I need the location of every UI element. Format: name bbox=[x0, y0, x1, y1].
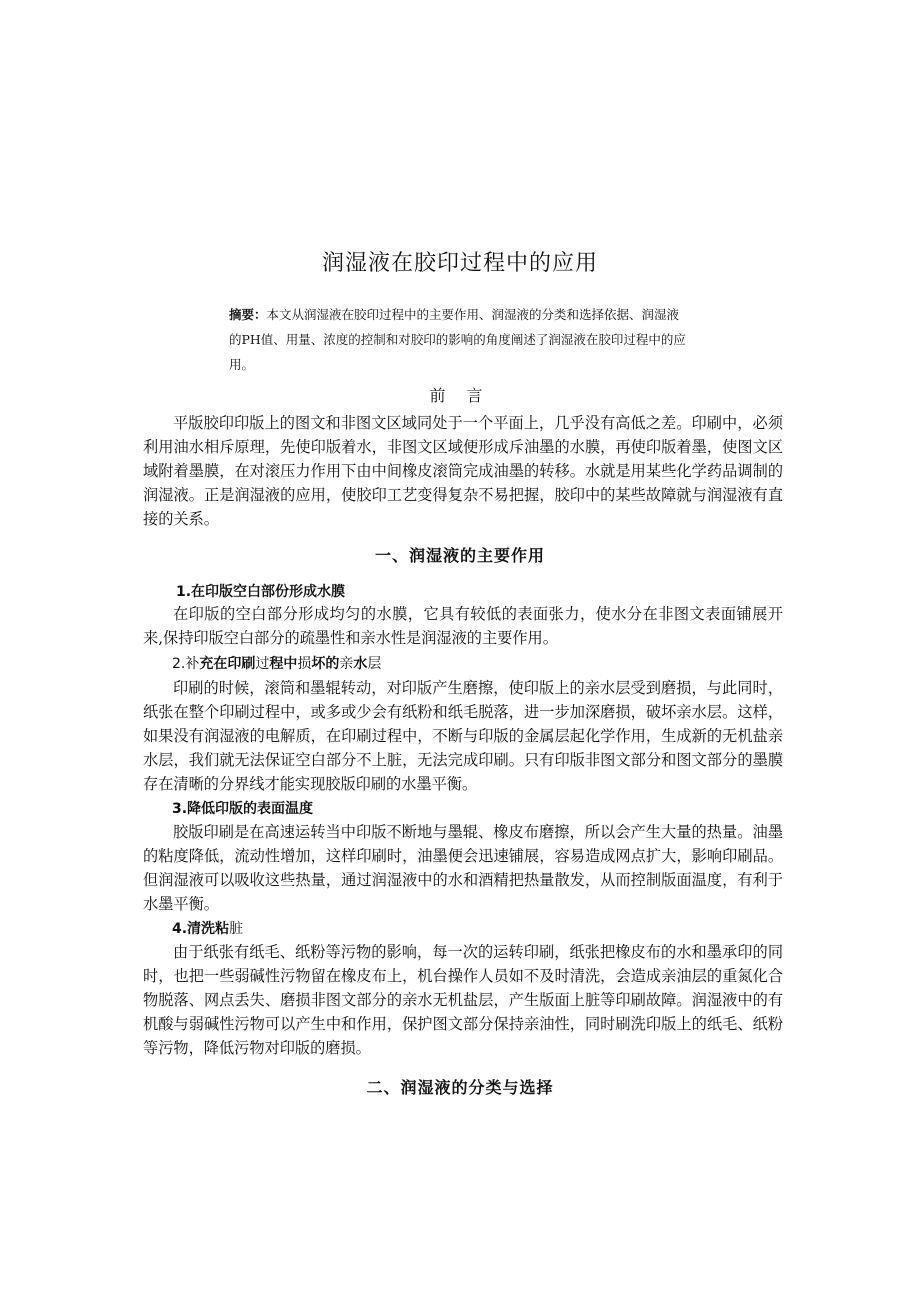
abstract-text: 本文从润湿液在胶印过程中的主要作用、润湿液的分类和选择依据、润湿液的PH值、用量、浓度的控制和对胶印的影响的角度阐述了润湿液在胶印过程中的应用。 bbox=[229, 307, 686, 372]
subheading-1: 1.在印版空白部份形成水膜 bbox=[176, 584, 346, 600]
subheading-4-part: 4.清洗粘 bbox=[172, 921, 230, 937]
paragraph-1: 在印版的空白部分形成均匀的水膜，它具有较低的表面张力，使水分在非图文表面铺展开来,保持印版空白部分的疏墨性和亲水性是润湿液的主要作用。 bbox=[143, 605, 783, 647]
preface-heading: 前 言 bbox=[429, 386, 491, 405]
subheading-4-part: 脏 bbox=[229, 921, 244, 937]
paragraph-4: 由于纸张有纸毛、纸粉等污物的影响，每一次的运转印刷，纸张把橡皮布的水和墨承印的同时，也把一些弱碱性污物留在橡皮布上，机台操作人员如不及时清洗，会造成亲油层的重氮化合物脱落、网点丢失、磨损非图文部分的亲水无机盐层，产生版面上脏等印刷故障。润湿液中的有机酸与弱碱性污物可以产生中和作用，保护图文部分保持亲油性，同时刷洗印版上的纸毛、纸粉等污物，降低污物对印版的磨损。 bbox=[143, 943, 783, 1057]
abstract bbox=[229, 302, 689, 377]
section1-heading: 一、润湿液的主要作用 bbox=[374, 546, 545, 565]
subheading-2-part: 亲 bbox=[339, 656, 354, 672]
subheading-2-part: 坏的 bbox=[311, 656, 340, 672]
abstract-label: 摘要： bbox=[229, 307, 267, 322]
subheading-3: 3.降低印版的表面温度 bbox=[172, 801, 314, 817]
document-title: 润湿液在胶印过程中的应用 bbox=[321, 251, 598, 276]
subheading-2-part: 水 bbox=[353, 656, 368, 672]
subheading-4 bbox=[172, 918, 243, 938]
subheading-2-part: 2.补 bbox=[172, 656, 200, 672]
subheading-2 bbox=[172, 653, 381, 673]
subheading-2-part: 程中 bbox=[269, 656, 298, 672]
paragraph-3: 胶版印刷是在高速运转当中印版不断地与墨辊、橡皮布磨擦，所以会产生大量的热量。油墨的粘度降低，流动性增加，这样印刷时，油墨便会迅速铺展，容易造成网点扩大，影响印刷品。但润湿液可以吸收这些热量，通过润湿液中的水和酒精把热量散发，从而控制版面温度，有利于水墨平衡。 bbox=[143, 823, 783, 913]
subheading-2-part: 损 bbox=[297, 656, 312, 672]
preface-paragraph: 平版胶印印版上的图文和非图文区域同处于一个平面上，几乎没有高低之差。印刷中，必须利用油水相斥原理，先使印版着水，非图文区域便形成斥油墨的水膜，再使印版着墨，使图文区域附着墨膜，在对滚压力作用下由中间橡皮滚筒完成油墨的转移。水就是用某些化学药品调制的润湿液。正是润湿液的应用，使胶印工艺变得复杂不易把握，胶印中的某些故障就与润湿液有直接的关系。 bbox=[143, 414, 783, 528]
paragraph-2: 印刷的时候，滚筒和墨辊转动，对印版产生磨擦，使印版上的亲水层受到磨损，与此同时，纸张在整个印刷过程中，或多或少会有纸粉和纸毛脱落，进一步加深磨损，破坏亲水层。这样，如果没有润湿液的电解质，在印刷过程中，不断与印版的金属层起化学作用，生成新的无机盐亲水层，我们就无法保证空白部分不上脏，无法完成印刷。只有印版非图文部分和图文部分的墨膜存在清晰的分界线才能实现胶版印刷的水墨平衡。 bbox=[143, 679, 783, 793]
subheading-2-part: 过 bbox=[255, 656, 270, 672]
subheading-2-part: 层 bbox=[367, 656, 382, 672]
subheading-2-part: 充在印刷 bbox=[199, 656, 256, 672]
section2-heading: 二、润湿液的分类与选择 bbox=[366, 1078, 554, 1097]
